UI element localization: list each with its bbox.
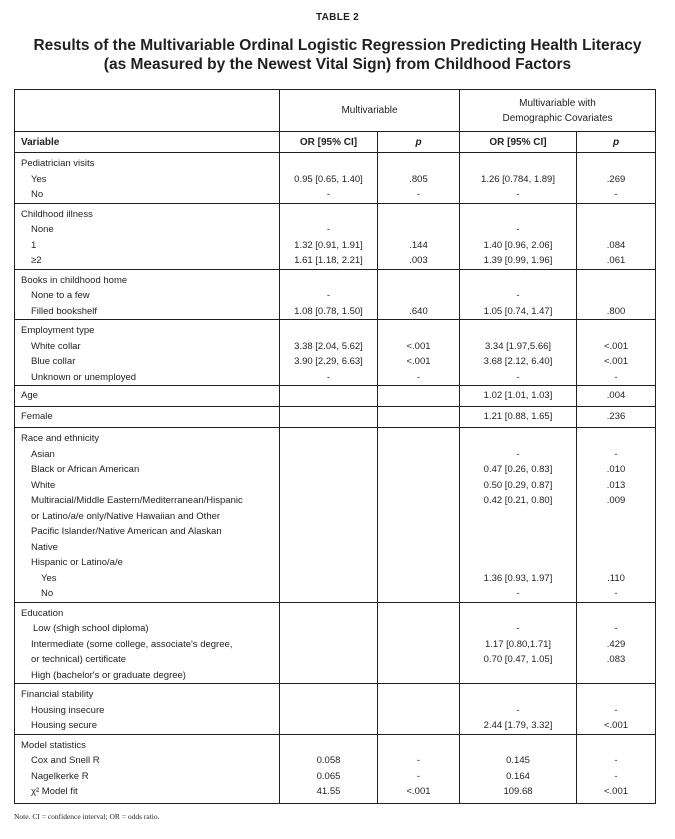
cell-or2: 3.34 [1.97,5.66] <box>460 339 577 355</box>
cell-p2: .269 <box>577 172 656 188</box>
cell-p2: <.001 <box>577 718 656 734</box>
cell-or1: 0.065 <box>280 769 378 785</box>
row-label: No <box>41 588 54 599</box>
cell-p2: .013 <box>577 478 656 494</box>
cell-p2: - <box>577 370 656 386</box>
header-or-2: OR [95% CI] <box>460 132 577 153</box>
header-group2-line1: Multivariable with <box>519 97 596 109</box>
cell-or2: 1.36 [0.93, 1.97] <box>460 571 577 587</box>
table-row <box>15 571 656 587</box>
cell-p2: - <box>577 447 656 463</box>
cell-p1: .640 <box>378 304 460 320</box>
section-employment: Employment type <box>15 320 280 339</box>
header-p-1: p <box>378 132 460 153</box>
header-p-2: p <box>577 132 656 153</box>
table-row <box>15 238 656 254</box>
cell-p1: - <box>378 769 460 785</box>
cell-or2: 3.68 [2.12, 6.40] <box>460 354 577 370</box>
cell-p2: .800 <box>577 304 656 320</box>
cell-p1 <box>378 222 460 238</box>
cell-p1: .144 <box>378 238 460 254</box>
section-education: Education <box>15 602 280 621</box>
cell-or2: 1.02 [1.01, 1.03] <box>460 386 577 407</box>
table-row <box>15 621 656 637</box>
row-label: No <box>31 189 44 200</box>
section-pediatrician: Pediatrician visits <box>15 153 280 172</box>
cell-p2: .110 <box>577 571 656 587</box>
cell-p2: <.001 <box>577 354 656 370</box>
table-row <box>15 493 656 509</box>
cell-or2: 1.26 [0.784, 1.89] <box>460 172 577 188</box>
table-row <box>15 370 656 386</box>
cell-or1: 1.08 [0.78, 1.50] <box>280 304 378 320</box>
header-group2-line2: Demographic Covariates <box>502 112 613 124</box>
cell-or2: 1.39 [0.99, 1.96] <box>460 253 577 269</box>
cell-p2 <box>577 288 656 304</box>
cell-p1: .805 <box>378 172 460 188</box>
cell-p1 <box>378 288 460 304</box>
row-label: Unknown or unemployed <box>31 371 137 383</box>
cell-or2: 0.145 <box>460 753 577 769</box>
row-label: Cox and Snell R <box>31 755 100 766</box>
table-row <box>15 478 656 494</box>
table-row <box>15 172 656 188</box>
cell-p1: - <box>378 187 460 203</box>
cell-p2: .010 <box>577 462 656 478</box>
section-financial: Financial stability <box>15 684 280 703</box>
cell-p1: - <box>378 370 460 386</box>
header-multivariable-demographic <box>460 90 656 132</box>
cell-or2: - <box>460 621 577 637</box>
table-row-female <box>15 407 656 428</box>
table-label: TABLE 2 <box>315 12 360 23</box>
cell-or2: 1.05 [0.74, 1.47] <box>460 304 577 320</box>
table-row <box>15 718 656 734</box>
table-row <box>15 637 656 653</box>
table-row <box>15 703 656 719</box>
cell-p2: .236 <box>577 407 656 428</box>
row-label: Multiracial/Middle Eastern/Mediterranean/Hispanic <box>31 495 243 506</box>
cell-p1: - <box>378 753 460 769</box>
cell-p1: <.001 <box>378 784 460 800</box>
table-row <box>15 769 656 785</box>
header-row-columns <box>15 132 656 153</box>
cell-or2: 1.21 [0.88, 1.65] <box>460 407 577 428</box>
table-row <box>15 253 656 269</box>
table-row <box>15 586 656 602</box>
cell-or1: 1.61 [1.18, 2.21] <box>280 253 378 269</box>
row-label: ≥2 <box>31 255 42 266</box>
row-label: or technical) certificate <box>31 654 127 665</box>
table-row <box>15 462 656 478</box>
section-title-row <box>15 203 656 222</box>
row-label: None <box>31 224 54 235</box>
section-title-row <box>15 602 656 621</box>
cell-or2: - <box>460 586 577 602</box>
cell-or2: 0.70 [0.47, 1.05] <box>460 652 577 668</box>
row-label: Female <box>15 407 280 428</box>
section-model: Model statistics <box>15 734 280 753</box>
cell-or1: 0.95 [0.65, 1.40] <box>280 172 378 188</box>
cell-p2 <box>577 222 656 238</box>
table-row <box>15 509 656 525</box>
row-label: None to a few <box>31 290 90 301</box>
header-row-groups <box>15 90 656 132</box>
section-title-row <box>15 153 656 172</box>
table-row <box>15 668 656 684</box>
cell-or1: - <box>280 288 378 304</box>
cell-or2: - <box>460 187 577 203</box>
row-label: Age <box>15 386 280 407</box>
cell-or2: 0.50 [0.29, 0.87] <box>460 478 577 494</box>
cell-or2: 1.17 [0.80,1.71] <box>460 637 577 653</box>
section-title-row <box>15 320 656 339</box>
title-line-2: (as Measured by the Newest Vital Sign) from Childhood Factors <box>103 56 572 73</box>
row-label: Asian <box>31 448 55 460</box>
table-row <box>15 652 656 668</box>
table-row <box>15 339 656 355</box>
cell-or2: 0.42 [0.21, 0.80] <box>460 493 577 509</box>
section-books: Books in childhood home <box>15 269 280 288</box>
cell-or1: 3.38 [2.04, 5.62] <box>280 339 378 355</box>
row-label: Low (≤high school diploma) <box>33 623 149 634</box>
row-label: Yes <box>31 173 47 185</box>
table-row <box>15 187 656 203</box>
row-label: White collar <box>31 340 81 352</box>
cell-p1: .003 <box>378 253 460 269</box>
section-title-row <box>15 734 656 753</box>
row-label: Intermediate (some college, associate's degree, <box>31 638 233 650</box>
table-row <box>15 784 656 800</box>
cell-or1: - <box>280 370 378 386</box>
cell-p2: .083 <box>577 652 656 668</box>
table-row <box>15 524 656 540</box>
section-title-row <box>15 684 656 703</box>
cell-p2: - <box>577 703 656 719</box>
row-label: White <box>31 479 56 491</box>
cell-p2: - <box>577 187 656 203</box>
table-row <box>15 288 656 304</box>
cell-or2: 109.68 <box>460 784 577 800</box>
cell-or2: 2.44 [1.79, 3.32] <box>460 718 577 734</box>
row-label: Filled bookshelf <box>31 305 98 317</box>
section-race: Race and ethnicity <box>15 428 280 447</box>
cell-or2: 0.164 <box>460 769 577 785</box>
cell-p2: - <box>577 769 656 785</box>
cell-p2: - <box>577 621 656 637</box>
cell-p2: .061 <box>577 253 656 269</box>
cell-or1: 3.90 [2.29, 6.63] <box>280 354 378 370</box>
table-title <box>15 36 660 74</box>
cell-or2: - <box>460 370 577 386</box>
table-row <box>15 555 656 571</box>
header-variable: Variable <box>15 132 280 153</box>
table-row <box>15 753 656 769</box>
row-label: χ² Model fit <box>31 786 78 797</box>
row-label: or Latino/a/e only/Native Hawaiian and Other <box>31 510 221 522</box>
row-label: Nagelkerke R <box>31 770 89 782</box>
cell-p2: .429 <box>577 637 656 653</box>
row-label: Native <box>31 541 58 553</box>
title-line-1: Results of the Multivariable Ordinal Logistic Regression Predicting Health Literacy <box>33 37 642 54</box>
header-multivariable: Multivariable <box>280 90 460 132</box>
cell-or2: - <box>460 288 577 304</box>
cell-or1: 0.058 <box>280 753 378 769</box>
cell-or1: - <box>280 222 378 238</box>
table-row <box>15 354 656 370</box>
section-title-row <box>15 428 656 447</box>
cell-or2: 0.47 [0.26, 0.83] <box>460 462 577 478</box>
cell-or1: 1.32 [0.91, 1.91] <box>280 238 378 254</box>
section-title-row <box>15 269 656 288</box>
cell-p2: .084 <box>577 238 656 254</box>
cell-or1: - <box>280 187 378 203</box>
table-row-age <box>15 386 656 407</box>
section-illness: Childhood illness <box>15 203 280 222</box>
cell-p2: - <box>577 753 656 769</box>
row-label: Blue collar <box>31 356 76 367</box>
row-label: Housing secure <box>31 720 98 731</box>
cell-or2: - <box>460 222 577 238</box>
cell-or2: 1.40 [0.96, 2.06] <box>460 238 577 254</box>
cell-p2: .009 <box>577 493 656 509</box>
table-row <box>15 222 656 238</box>
row-label: Housing insecure <box>31 704 105 716</box>
row-label: High (bachelor's or graduate degree) <box>31 669 186 681</box>
regression-table <box>14 89 656 804</box>
row-label: Pacific Islander/Native American and Alaskan <box>31 526 222 537</box>
cell-or1: 41.55 <box>280 784 378 800</box>
row-label: Black or African American <box>31 464 140 475</box>
row-label: 1 <box>31 239 37 251</box>
cell-p2: .004 <box>577 386 656 407</box>
table-row <box>15 540 656 556</box>
cell-p1: <.001 <box>378 339 460 355</box>
cell-p2: - <box>577 586 656 602</box>
cell-or2: - <box>460 703 577 719</box>
row-label: Yes <box>41 572 57 584</box>
cell-p2: <.001 <box>577 339 656 355</box>
table-row <box>15 447 656 463</box>
table-row <box>15 304 656 320</box>
header-or-1: OR [95% CI] <box>280 132 378 153</box>
table-note: Note. CI = confidence interval; OR = odds ratio. <box>14 812 160 821</box>
cell-or2: - <box>460 447 577 463</box>
cell-p2: <.001 <box>577 784 656 800</box>
cell-p1: <.001 <box>378 354 460 370</box>
row-label: Hispanic or Latino/a/e <box>31 557 123 568</box>
